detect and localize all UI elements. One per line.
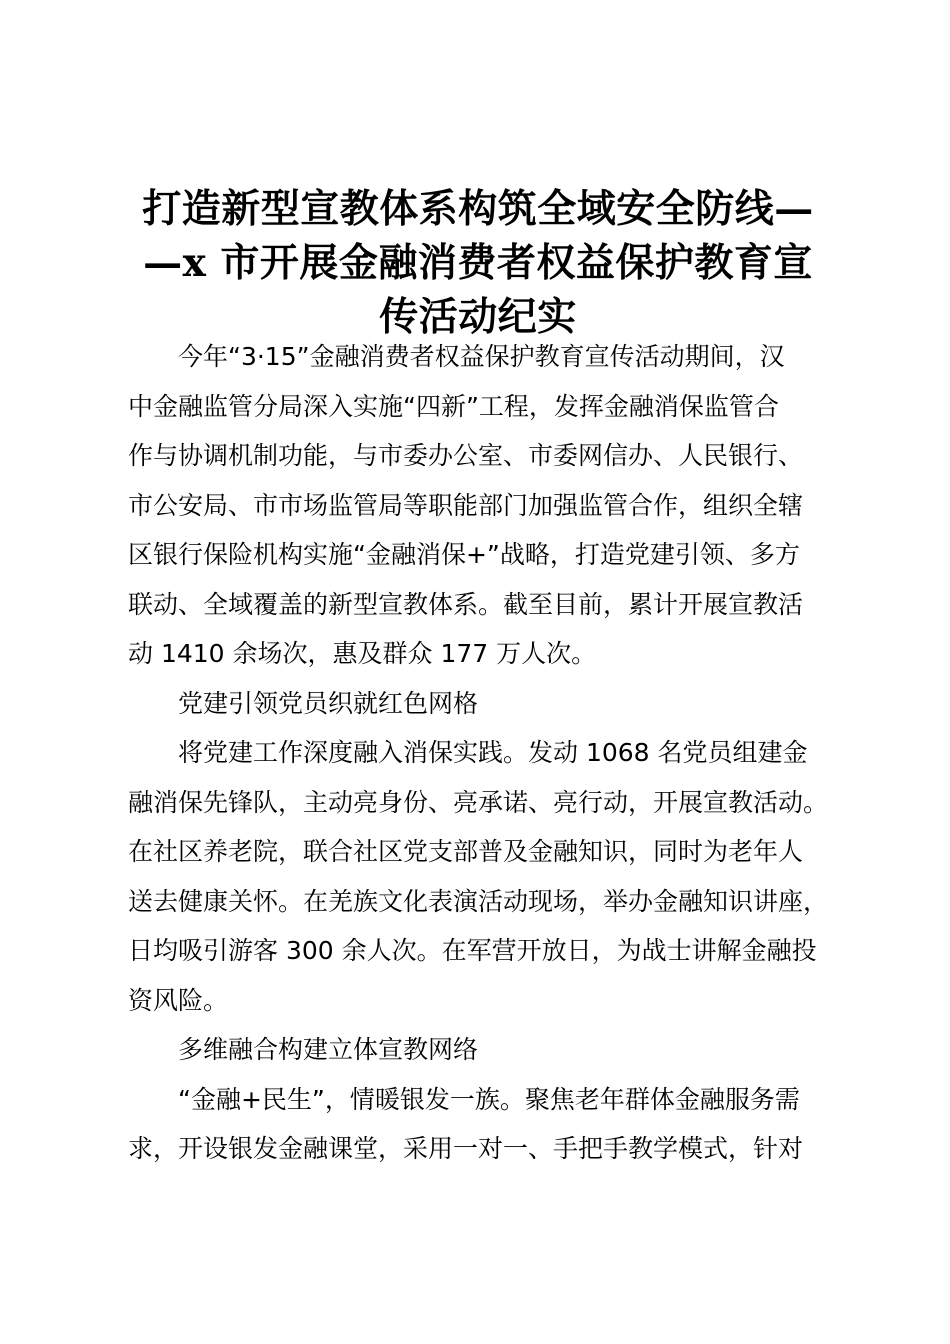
text-line: 在社区养老院，联合社区党支部普及金融知识，同时为老年人 [128,837,804,866]
text-line: 求，开设银发金融课堂，采用一对一、手把手教学模式，针对 [128,1134,804,1163]
text-line: “金融+民生”，情暖银发一族。聚焦老年群体金融服务需 [178,1084,800,1114]
title-line: 传活动纪实 [379,294,577,340]
text-line: 送去健康关怀。在羌族文化表演活动现场，举办金融知识讲座， [128,886,829,916]
heading-text: 多维融合构建立体宣教网络 [178,1035,479,1064]
text-line: 区银行保险机构实施“金融消保+”战略，打造党建引领、多方 [128,540,800,569]
text-line: 日均吸引游客 300 余人次。在军营开放日，为战士讲解金融投 [128,936,817,965]
text-line: 资风险。 [128,985,229,1015]
section-heading [128,1025,840,1075]
section-heading [128,679,840,729]
title-line: —x 市开展金融消费者权益保护教育宣 [143,240,813,286]
text-line: 联动、全域覆盖的新型宣教体系。截至目前，累计开展宣教活 [128,589,804,619]
document-title [120,182,836,344]
body-paragraph [128,1075,840,1174]
document-body [128,332,840,1174]
text-line: 中金融监管分局深入实施“四新”工程，发挥金融消保监管合 [128,391,779,421]
text-line: 市公安局、市市场监管局等职能部门加强监管合作，组织全辖 [128,490,804,520]
text-line: 融消保先锋队，主动亮身份、亮承诺、亮行动，开展宣教活动。 [128,787,829,817]
text-line: 作与协调机制功能，与市委办公室、市委网信办、人民银行、 [128,441,804,470]
heading-text: 党建引领党员织就红色网格 [178,688,479,718]
intro-paragraph [128,332,840,679]
text-line: 动 1410 余场次，惠及群众 177 万人次。 [128,639,597,668]
text-line: 将党建工作深度融入消保实践。发动 1068 名党员组建金 [178,738,808,767]
text-line: 今年“3·15”金融消费者权益保护教育宣传活动期间，汉 [178,342,785,371]
body-paragraph [128,728,840,1025]
title-line: 打造新型宣教体系构筑全域安全防线— [142,186,814,232]
